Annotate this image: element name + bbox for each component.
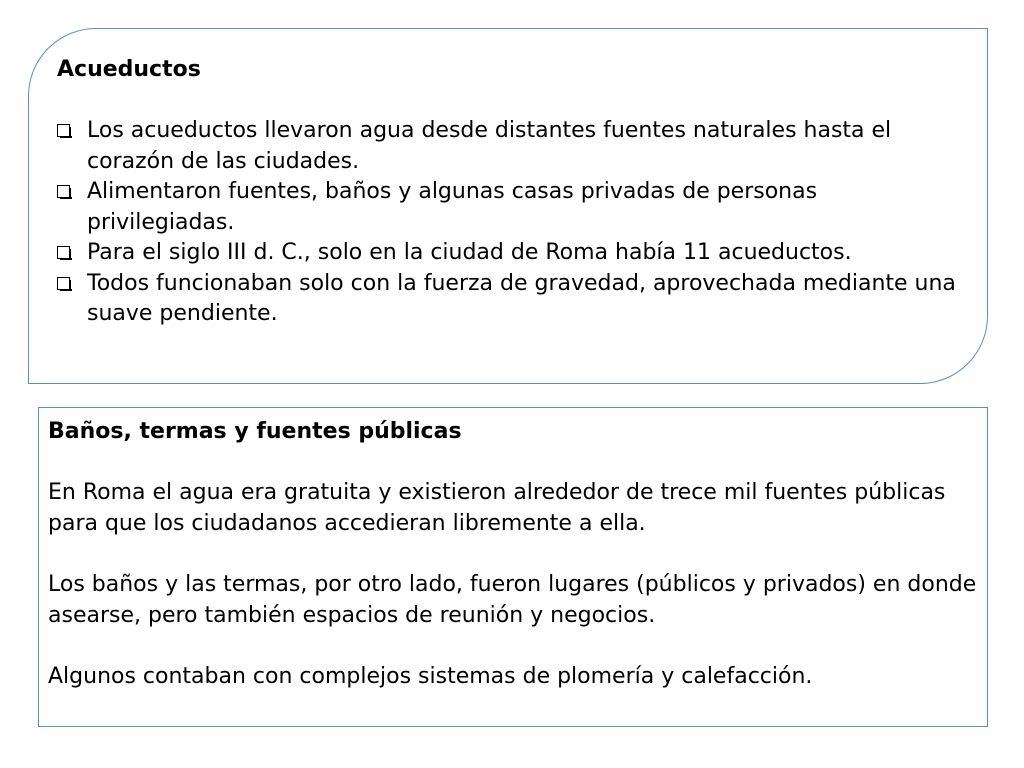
bullet-text: Para el siglo III d. C., solo en la ciudad de Roma había 11 acueductos. bbox=[87, 240, 852, 265]
checkbox-bullet-icon bbox=[57, 185, 70, 198]
bullet-item bbox=[57, 116, 957, 177]
banos-paragraph: En Roma el agua era gratuita y existieron alrededor de trece mil fuentes públicas para que los ciudadanos accedieran libremente a ella. bbox=[48, 480, 946, 536]
bullet-text: Los acueductos llevaron agua desde distantes fuentes naturales hasta el corazón de las ciudades. bbox=[87, 118, 892, 174]
banos-title: Baños, termas y fuentes públicas bbox=[48, 419, 462, 444]
acueductos-title: Acueductos bbox=[57, 57, 201, 82]
checkbox-bullet-icon bbox=[57, 124, 70, 137]
banos-paragraph: Los baños y las termas, por otro lado, fueron lugares (públicos y privados) en donde asearse, pero también espacios de reunión y negocios. bbox=[48, 572, 977, 628]
bullet-text: Alimentaron fuentes, baños y algunas casas privadas de personas privilegiadas. bbox=[87, 179, 818, 235]
bullet-item bbox=[57, 177, 957, 238]
checkbox-bullet-icon bbox=[57, 246, 70, 259]
banos-paragraph: Algunos contaban con complejos sistemas de plomería y calefacción. bbox=[48, 664, 813, 689]
acueductos-box bbox=[28, 28, 988, 384]
checkbox-bullet-icon bbox=[57, 277, 70, 290]
acueductos-bullet-list bbox=[57, 116, 957, 330]
banos-box bbox=[38, 407, 988, 727]
bullet-item bbox=[57, 238, 957, 269]
bullet-text: Todos funcionaban solo con la fuerza de gravedad, aprovechada mediante una suave pendiente. bbox=[87, 270, 956, 326]
bullet-item bbox=[57, 269, 957, 330]
